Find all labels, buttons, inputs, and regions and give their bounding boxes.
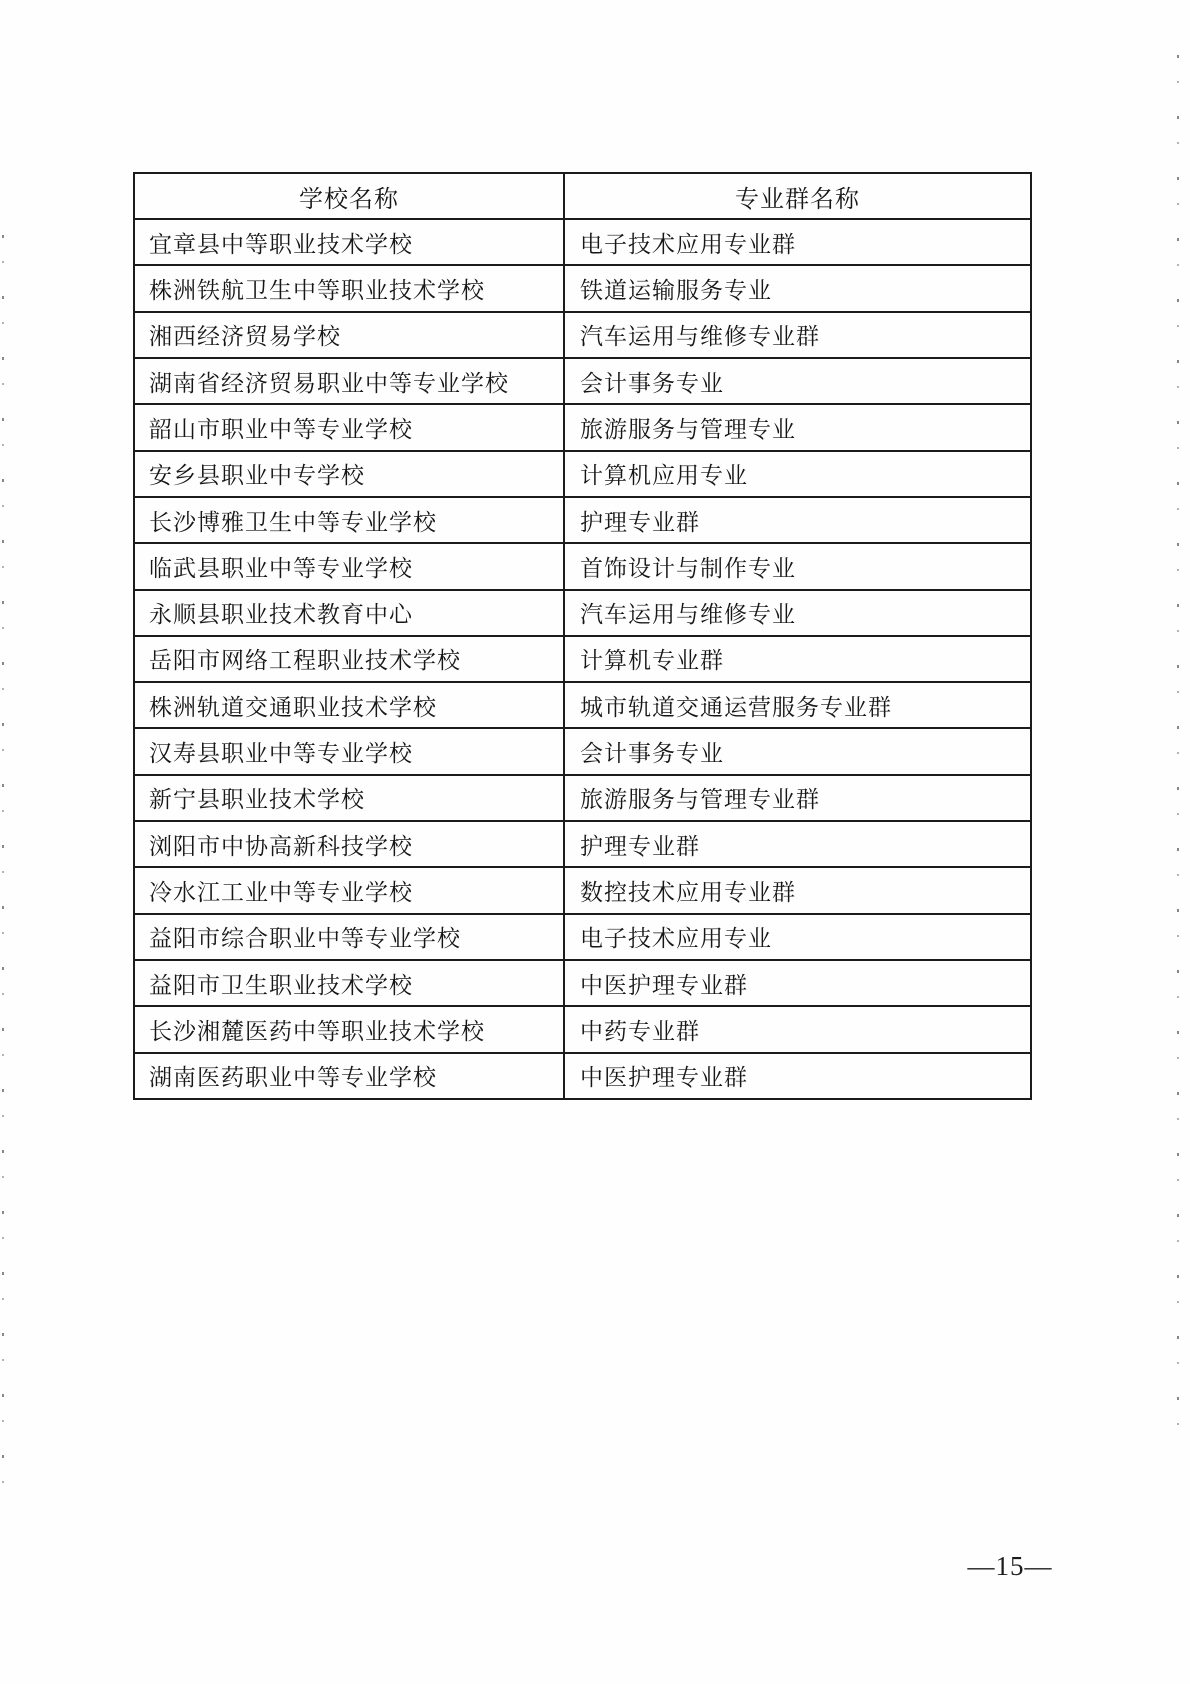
table-row [134,265,1031,311]
table-row [134,682,1031,728]
table-header-row [134,173,1031,219]
table-row [134,867,1031,913]
header-school-name: 学校名称 [134,173,564,219]
school-specialty-table [133,172,1032,1100]
specialty-group-cell: 护理专业群 [564,497,1031,543]
specialty-group-cell: 汽车运用与维修专业 [564,590,1031,636]
specialty-group-cell: 城市轨道交通运营服务专业群 [564,682,1031,728]
specialty-group-cell: 汽车运用与维修专业群 [564,312,1031,358]
school-name-cell: 汉寿县职业中等专业学校 [134,728,564,774]
table-row [134,543,1031,589]
specialty-group-cell: 电子技术应用专业群 [564,219,1031,265]
school-name-cell: 长沙博雅卫生中等专业学校 [134,497,564,543]
table-row [134,775,1031,821]
table-row [134,590,1031,636]
specialty-group-cell: 中医护理专业群 [564,960,1031,1006]
table-row [134,728,1031,774]
table-row [134,451,1031,497]
specialty-group-cell: 会计事务专业 [564,728,1031,774]
scan-noise-left-edge [2,235,4,1505]
school-name-cell: 益阳市卫生职业技术学校 [134,960,564,1006]
school-name-cell: 株洲铁航卫生中等职业技术学校 [134,265,564,311]
school-name-cell: 安乡县职业中专学校 [134,451,564,497]
school-name-cell: 湖南医药职业中等专业学校 [134,1053,564,1099]
school-name-cell: 临武县职业中等专业学校 [134,543,564,589]
specialty-group-cell: 中药专业群 [564,1006,1031,1052]
school-name-cell: 益阳市综合职业中等专业学校 [134,914,564,960]
specialty-group-cell: 首饰设计与制作专业 [564,543,1031,589]
table-row [134,914,1031,960]
school-name-cell: 冷水江工业中等专业学校 [134,867,564,913]
page-number: —15— [967,1551,1053,1581]
specialty-group-cell: 旅游服务与管理专业 [564,404,1031,450]
specialty-group-cell: 计算机专业群 [564,636,1031,682]
scan-noise-right-edge [1177,55,1179,1455]
school-name-cell: 岳阳市网络工程职业技术学校 [134,636,564,682]
school-name-cell: 株洲轨道交通职业技术学校 [134,682,564,728]
specialty-group-cell: 数控技术应用专业群 [564,867,1031,913]
table-row [134,1006,1031,1052]
school-name-cell: 浏阳市中协高新科技学校 [134,821,564,867]
specialty-group-cell: 电子技术应用专业 [564,914,1031,960]
specialty-group-cell: 旅游服务与管理专业群 [564,775,1031,821]
table-row [134,497,1031,543]
header-specialty-group-name: 专业群名称 [564,173,1031,219]
table-row [134,960,1031,1006]
table-row [134,219,1031,265]
specialty-group-cell: 会计事务专业 [564,358,1031,404]
school-name-cell: 湘西经济贸易学校 [134,312,564,358]
table-row [134,358,1031,404]
school-name-cell: 永顺县职业技术教育中心 [134,590,564,636]
specialty-group-cell: 铁道运输服务专业 [564,265,1031,311]
specialty-group-cell: 计算机应用专业 [564,451,1031,497]
school-name-cell: 湖南省经济贸易职业中等专业学校 [134,358,564,404]
school-name-cell: 新宁县职业技术学校 [134,775,564,821]
table-row [134,636,1031,682]
table-row [134,1053,1031,1099]
table-row [134,404,1031,450]
table-row [134,312,1031,358]
specialty-group-cell: 中医护理专业群 [564,1053,1031,1099]
school-name-cell: 长沙湘麓医药中等职业技术学校 [134,1006,564,1052]
school-name-cell: 宜章县中等职业技术学校 [134,219,564,265]
specialty-group-cell: 护理专业群 [564,821,1031,867]
school-name-cell: 韶山市职业中等专业学校 [134,404,564,450]
table-row [134,821,1031,867]
